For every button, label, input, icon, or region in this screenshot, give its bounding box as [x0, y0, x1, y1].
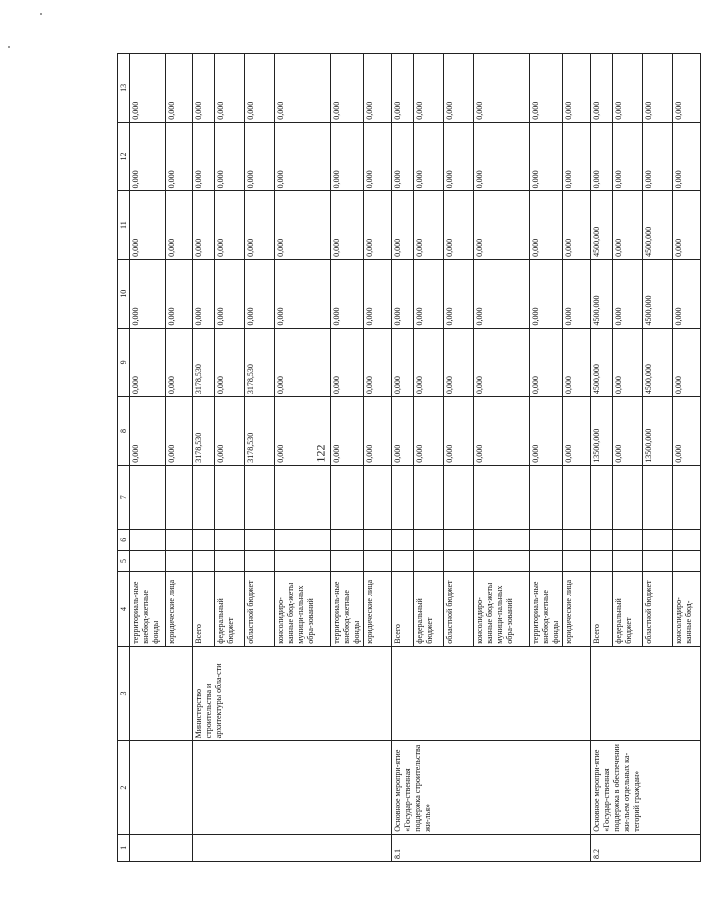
value-cell: 0,000 — [530, 191, 563, 260]
empty-cell — [215, 529, 245, 550]
header-cell: 1 — [118, 834, 130, 861]
empty-cell — [193, 529, 215, 550]
value-cell: 3178,530 — [245, 328, 275, 397]
value-cell: 0,000 — [215, 122, 245, 191]
rotated-document — [117, 53, 693, 862]
empty-cell — [364, 465, 392, 529]
value-cell: 0,000 — [444, 397, 474, 466]
activity-number: 8.1 — [392, 834, 591, 861]
value-cell: 0,000 — [215, 397, 245, 466]
value-cell: 0,000 — [331, 397, 364, 466]
funding-source-cell: территориаль-ные внебюд-жетные фонды — [331, 572, 364, 647]
value-cell: 0,000 — [166, 54, 193, 123]
empty-cell — [563, 529, 591, 550]
empty-cell — [643, 550, 673, 571]
table-body — [118, 54, 701, 862]
empty-cell — [673, 465, 701, 529]
value-cell: 0,000 — [613, 328, 643, 397]
empty-cell — [245, 529, 275, 550]
value-cell: 0,000 — [275, 397, 331, 466]
value-cell: 0,000 — [673, 191, 701, 260]
value-cell: 0,000 — [166, 397, 193, 466]
value-cell: 0,000 — [673, 328, 701, 397]
empty-cell — [331, 550, 364, 571]
funding-source-cell: юридические лица — [563, 572, 591, 647]
value-cell: 0,000 — [331, 328, 364, 397]
executor-cell: Министерство строительства и архитектуры обла-сти — [193, 646, 392, 741]
value-cell: 0,000 — [130, 397, 166, 466]
value-cell: 0,000 — [591, 122, 613, 191]
value-cell: 4500,000 — [643, 191, 673, 260]
header-cell: 10 — [118, 259, 130, 328]
funding-source-cell: областной бюджет — [444, 572, 474, 647]
empty-cell — [364, 529, 392, 550]
value-cell: 0,000 — [392, 328, 414, 397]
value-cell: 0,000 — [530, 397, 563, 466]
value-cell: 0,000 — [130, 259, 166, 328]
value-cell: 0,000 — [563, 259, 591, 328]
value-cell: 0,000 — [130, 54, 166, 123]
value-cell: 0,000 — [193, 122, 215, 191]
empty-cell — [215, 550, 245, 571]
value-cell: 4500,000 — [643, 328, 673, 397]
value-cell: 0,000 — [245, 191, 275, 260]
empty-cell — [166, 550, 193, 571]
activity-title: Основное меропри-ятие «Государ-ственная поддержка в обеспечении жи-льем отдельных ка-тегорий граждан» — [591, 741, 701, 834]
empty-cell — [130, 529, 166, 550]
value-cell: 0,000 — [444, 122, 474, 191]
funding-source-cell: консолидиро-ванные бюд- — [673, 572, 701, 647]
value-cell: 0,000 — [530, 122, 563, 191]
header-cell: 3 — [118, 646, 130, 741]
value-cell: 0,000 — [130, 328, 166, 397]
value-cell: 0,000 — [364, 397, 392, 466]
empty-cell — [364, 550, 392, 571]
empty-cell — [275, 529, 331, 550]
value-cell: 0,000 — [275, 122, 331, 191]
scan-speck — [40, 13, 42, 15]
value-cell: 0,000 — [474, 191, 530, 260]
value-cell: 0,000 — [414, 328, 444, 397]
empty-cell — [591, 465, 613, 529]
value-cell: 0,000 — [673, 259, 701, 328]
header-cell: 12 — [118, 122, 130, 191]
value-cell: 0,000 — [563, 397, 591, 466]
value-cell: 3178,530 — [193, 397, 215, 466]
funding-source-cell: консолидиро-ванные бюд-жеты муници-пальных обра-зований — [474, 572, 530, 647]
empty-cell — [215, 465, 245, 529]
empty-cell — [591, 646, 701, 741]
value-cell: 0,000 — [245, 54, 275, 123]
funding-source-cell: юридические лица — [364, 572, 392, 647]
value-cell: 0,000 — [166, 191, 193, 260]
header-cell: 8 — [118, 397, 130, 466]
header-cell: 5 — [118, 550, 130, 571]
value-cell: 0,000 — [530, 328, 563, 397]
empty-cell — [613, 529, 643, 550]
value-cell: 0,000 — [613, 122, 643, 191]
value-cell: 0,000 — [364, 191, 392, 260]
funding-source-cell: областной бюджет — [245, 572, 275, 647]
value-cell: 0,000 — [166, 259, 193, 328]
value-cell: 0,000 — [591, 54, 613, 123]
empty-cell — [474, 529, 530, 550]
header-cell: 6 — [118, 529, 130, 550]
empty-cell — [275, 465, 331, 529]
header-cell: 13 — [118, 54, 130, 123]
value-cell: 0,000 — [392, 397, 414, 466]
header-cell: 11 — [118, 191, 130, 260]
header-cell: 2 — [118, 741, 130, 834]
value-cell: 4500,000 — [591, 328, 613, 397]
empty-cell — [530, 529, 563, 550]
value-cell: 0,000 — [414, 54, 444, 123]
value-cell: 0,000 — [166, 122, 193, 191]
empty-cell — [130, 550, 166, 571]
value-cell: 3178,530 — [245, 397, 275, 466]
funding-source-cell: юридические лица — [166, 572, 193, 647]
empty-cell — [331, 465, 364, 529]
empty-cell — [530, 550, 563, 571]
header-cell: 7 — [118, 465, 130, 529]
empty-cell — [643, 529, 673, 550]
value-cell: 0,000 — [474, 54, 530, 123]
empty-cell — [193, 465, 215, 529]
value-cell: 0,000 — [275, 191, 331, 260]
value-cell: 0,000 — [193, 54, 215, 123]
funding-source-cell: федеральный бюджет — [613, 572, 643, 647]
value-cell: 4500,000 — [591, 191, 613, 260]
empty-cell — [643, 465, 673, 529]
value-cell: 0,000 — [364, 122, 392, 191]
empty-cell — [245, 550, 275, 571]
value-cell: 0,000 — [392, 122, 414, 191]
value-cell: 13500,000 — [643, 397, 673, 466]
value-cell: 4500,000 — [591, 259, 613, 328]
value-cell: 0,000 — [530, 54, 563, 123]
empty-cell — [591, 550, 613, 571]
empty-cell — [130, 646, 193, 741]
value-cell: 0,000 — [414, 397, 444, 466]
value-cell: 0,000 — [331, 122, 364, 191]
value-cell: 0,000 — [215, 328, 245, 397]
value-cell: 0,000 — [215, 54, 245, 123]
empty-cell — [392, 529, 414, 550]
empty-cell — [275, 550, 331, 571]
value-cell: 0,000 — [392, 191, 414, 260]
empty-cell — [193, 834, 392, 861]
value-cell: 0,000 — [166, 328, 193, 397]
value-cell: 0,000 — [392, 54, 414, 123]
empty-cell — [613, 465, 643, 529]
empty-cell — [530, 465, 563, 529]
value-cell: 0,000 — [530, 259, 563, 328]
value-cell: 0,000 — [563, 122, 591, 191]
funding-source-cell: федеральный бюджет — [215, 572, 245, 647]
empty-cell — [591, 529, 613, 550]
empty-cell — [444, 529, 474, 550]
value-cell: 0,000 — [275, 259, 331, 328]
empty-cell — [474, 465, 530, 529]
empty-cell — [414, 529, 444, 550]
value-cell: 0,000 — [414, 259, 444, 328]
value-cell: 0,000 — [414, 122, 444, 191]
value-cell: 3178,530 — [193, 328, 215, 397]
empty-cell — [474, 550, 530, 571]
funding-source-cell: территориаль-ные внебюд-жетные фонды — [130, 572, 166, 647]
value-cell: 0,000 — [245, 122, 275, 191]
table-row — [591, 54, 613, 862]
value-cell: 0,000 — [444, 191, 474, 260]
empty-cell — [130, 741, 193, 834]
empty-cell — [130, 834, 193, 861]
empty-cell — [166, 529, 193, 550]
empty-cell — [444, 550, 474, 571]
value-cell: 0,000 — [673, 54, 701, 123]
empty-cell — [673, 529, 701, 550]
value-cell: 0,000 — [474, 397, 530, 466]
value-cell: 0,000 — [275, 54, 331, 123]
table-row — [193, 54, 215, 862]
value-cell: 0,000 — [193, 191, 215, 260]
value-cell: 0,000 — [392, 259, 414, 328]
empty-cell — [392, 465, 414, 529]
value-cell: 0,000 — [364, 54, 392, 123]
value-cell: 0,000 — [563, 328, 591, 397]
value-cell: 4500,000 — [643, 259, 673, 328]
value-cell: 0,000 — [130, 122, 166, 191]
activity-number: 8.2 — [591, 834, 701, 861]
value-cell: 0,000 — [613, 54, 643, 123]
empty-cell — [414, 550, 444, 571]
value-cell: 0,000 — [444, 54, 474, 123]
value-cell: 0,000 — [673, 397, 701, 466]
value-cell: 0,000 — [444, 259, 474, 328]
value-cell: 0,000 — [563, 191, 591, 260]
value-cell: 0,000 — [331, 259, 364, 328]
empty-cell — [673, 550, 701, 571]
value-cell: 0,000 — [563, 54, 591, 123]
funding-source-cell: Всего — [193, 572, 215, 647]
funding-source-cell: территориаль-ные внебюд-жетные фонды — [530, 572, 563, 647]
activity-title: Основное меропри-ятие «Государ-ственная поддержка строительства жи-лья» — [392, 741, 591, 834]
empty-cell — [392, 646, 591, 741]
value-cell: 0,000 — [414, 191, 444, 260]
value-cell: 0,000 — [193, 259, 215, 328]
value-cell: 0,000 — [613, 191, 643, 260]
empty-cell — [130, 465, 166, 529]
funding-source-cell: консолидиро-ванные бюд-жеты муници-пальных обра-зований — [275, 572, 331, 647]
value-cell: 0,000 — [474, 259, 530, 328]
header-row — [118, 54, 130, 862]
empty-cell — [563, 465, 591, 529]
table-rotation-wrapper — [117, 53, 693, 862]
header-cell: 4 — [118, 572, 130, 647]
funding-source-cell: федеральный бюджет — [414, 572, 444, 647]
scan-speck — [8, 46, 10, 48]
empty-cell — [193, 550, 215, 571]
empty-cell — [563, 550, 591, 571]
value-cell: 0,000 — [474, 122, 530, 191]
value-cell: 0,000 — [673, 122, 701, 191]
empty-cell — [414, 465, 444, 529]
value-cell: 0,000 — [331, 54, 364, 123]
value-cell: 0,000 — [364, 328, 392, 397]
value-cell: 0,000 — [613, 259, 643, 328]
table-row — [130, 54, 166, 862]
value-cell: 0,000 — [215, 259, 245, 328]
empty-cell — [331, 529, 364, 550]
empty-cell — [444, 465, 474, 529]
value-cell: 0,000 — [215, 191, 245, 260]
table-row — [392, 54, 414, 862]
value-cell: 0,000 — [364, 259, 392, 328]
empty-cell — [392, 550, 414, 571]
value-cell: 0,000 — [444, 328, 474, 397]
value-cell: 0,000 — [643, 122, 673, 191]
empty-cell — [613, 550, 643, 571]
value-cell: 0,000 — [245, 259, 275, 328]
funding-source-cell: Всего — [392, 572, 414, 647]
empty-cell — [166, 465, 193, 529]
value-cell: 13500,000 — [591, 397, 613, 466]
funding-source-cell: Всего — [591, 572, 613, 647]
value-cell: 0,000 — [643, 54, 673, 123]
header-cell: 9 — [118, 328, 130, 397]
funding-table — [117, 53, 701, 862]
empty-cell — [245, 465, 275, 529]
value-cell: 0,000 — [331, 191, 364, 260]
page-number: 122 — [313, 444, 328, 463]
value-cell: 0,000 — [613, 397, 643, 466]
value-cell: 0,000 — [130, 191, 166, 260]
value-cell: 0,000 — [474, 328, 530, 397]
value-cell: 0,000 — [275, 328, 331, 397]
funding-source-cell: областной бюджет — [643, 572, 673, 647]
empty-cell — [193, 741, 392, 834]
